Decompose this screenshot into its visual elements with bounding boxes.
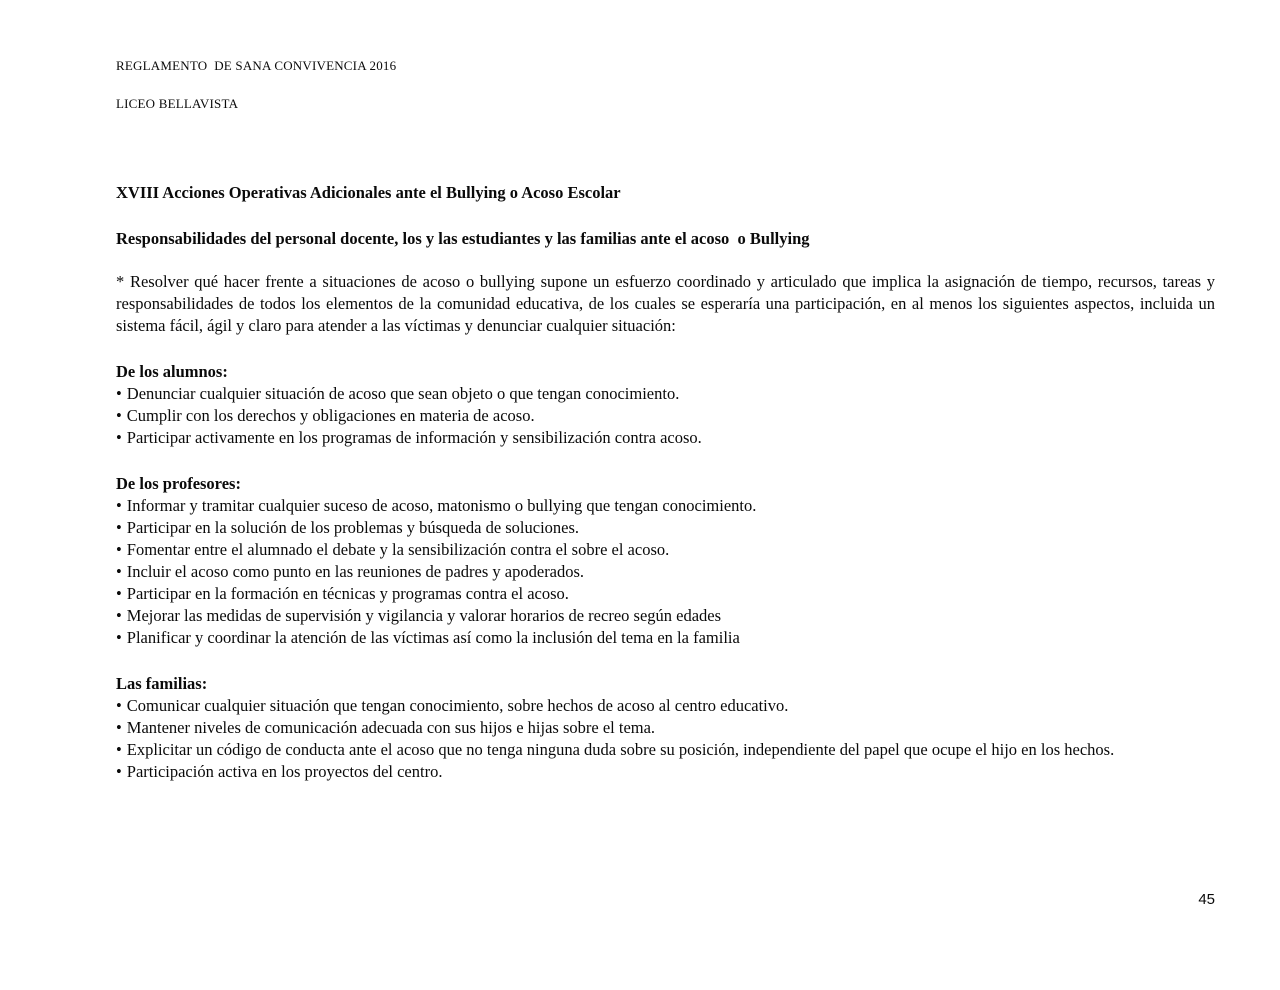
bullet-icon: • [116,384,122,403]
bullet-icon: • [116,496,122,515]
bullet-icon: • [116,606,122,625]
section-heading-familias: Las familias: [116,674,208,693]
bullet-icon: • [116,628,122,647]
bullet-item [116,717,1215,739]
bullet-text: Mantener niveles de comunicación adecuada con sus hijos e hijas sobre el tema. [126,718,656,737]
section-heading-alumnos: De los alumnos: [116,362,228,381]
bullet-text: Participar en la solución de los problemas y búsqueda de soluciones. [126,518,580,537]
bullet-item [116,427,1215,449]
bullet-icon: • [116,584,122,603]
bullet-text: Participación activa en los proyectos del centro. [126,762,443,781]
bullet-text: Denunciar cualquier situación de acoso que sean objeto o que tengan conocimiento. [126,384,680,403]
bullet-text: Explicitar un código de conducta ante el acoso que no tenga ninguna duda sobre su posición, independiente del papel que ocupe el hijo en los hechos. [126,740,1115,759]
bullet-item [116,405,1215,427]
section-heading-profesores: De los profesores: [116,474,241,493]
bullet-icon: • [116,718,122,737]
bullet-item [116,739,1215,761]
bullet-text: Informar y tramitar cualquier suceso de acoso, matonismo o bullying que tengan conocimiento. [126,496,757,515]
bullet-icon: • [116,540,122,559]
bullet-text: Fomentar entre el alumnado el debate y la sensibilización contra el sobre el acoso. [126,540,670,559]
section-alumnos [116,361,1215,449]
bullet-text: Mejorar las medidas de supervisión y vigilancia y valorar horarios de recreo según edades [126,606,722,625]
header-line-1: REGLAMENTO DE SANA CONVIVENCIA 2016 [116,58,397,73]
bullet-text: Planificar y coordinar la atención de las víctimas así como la inclusión del tema en la familia [126,628,740,647]
bullet-list-profesores [116,495,1215,649]
bullet-item [116,583,1215,605]
bullet-icon: • [116,562,122,581]
bullet-list-alumnos [116,383,1215,449]
bullet-item [116,561,1215,583]
page-number: 45 [1198,891,1215,908]
document-header [116,58,1215,112]
bullet-text: Participar en la formación en técnicas y programas contra el acoso. [126,584,569,603]
document-title: XVIII Acciones Operativas Adicionales ante el Bullying o Acoso Escolar [116,183,621,202]
bullet-item [116,695,1215,717]
bullet-item [116,761,1215,783]
bullet-item [116,539,1215,561]
bullet-icon: • [116,518,122,537]
bullet-icon: • [116,406,122,425]
bullet-item [116,627,1215,649]
bullet-list-familias [116,695,1215,783]
bullet-item [116,517,1215,539]
header-line-2: LICEO BELLAVISTA [116,96,239,111]
section-familias [116,673,1215,783]
bullet-text: Incluir el acoso como punto en las reuniones de padres y apoderados. [126,562,585,581]
bullet-text: Participar activamente en los programas de información y sensibilización contra acoso. [126,428,702,447]
bullet-icon: • [116,762,122,781]
bullet-item [116,605,1215,627]
bullet-text: Cumplir con los derechos y obligaciones en materia de acoso. [126,406,535,425]
bullet-text: Comunicar cualquier situación que tengan conocimiento, sobre hechos de acoso al centro educativo. [126,696,789,715]
section-profesores [116,473,1215,649]
intro-paragraph: * Resolver qué hacer frente a situaciones de acoso o bullying supone un esfuerzo coordinado y articulado que implica la asignación de tiempo, recursos, tareas y responsabilidades de todos los elementos de la comunidad educativa, de los cuales se esperaría una participación, en al menos los siguientes aspectos, incluida un sistema fácil, ágil y claro para atender a las víctimas y denunciar cualquier situación: [116,272,1215,335]
bullet-item [116,383,1215,405]
document-subtitle: Responsabilidades del personal docente, los y las estudiantes y las familias ante el acoso o Bullying [116,229,810,248]
bullet-item [116,495,1215,517]
bullet-icon: • [116,696,122,715]
bullet-icon: • [116,740,122,759]
bullet-icon: • [116,428,122,447]
